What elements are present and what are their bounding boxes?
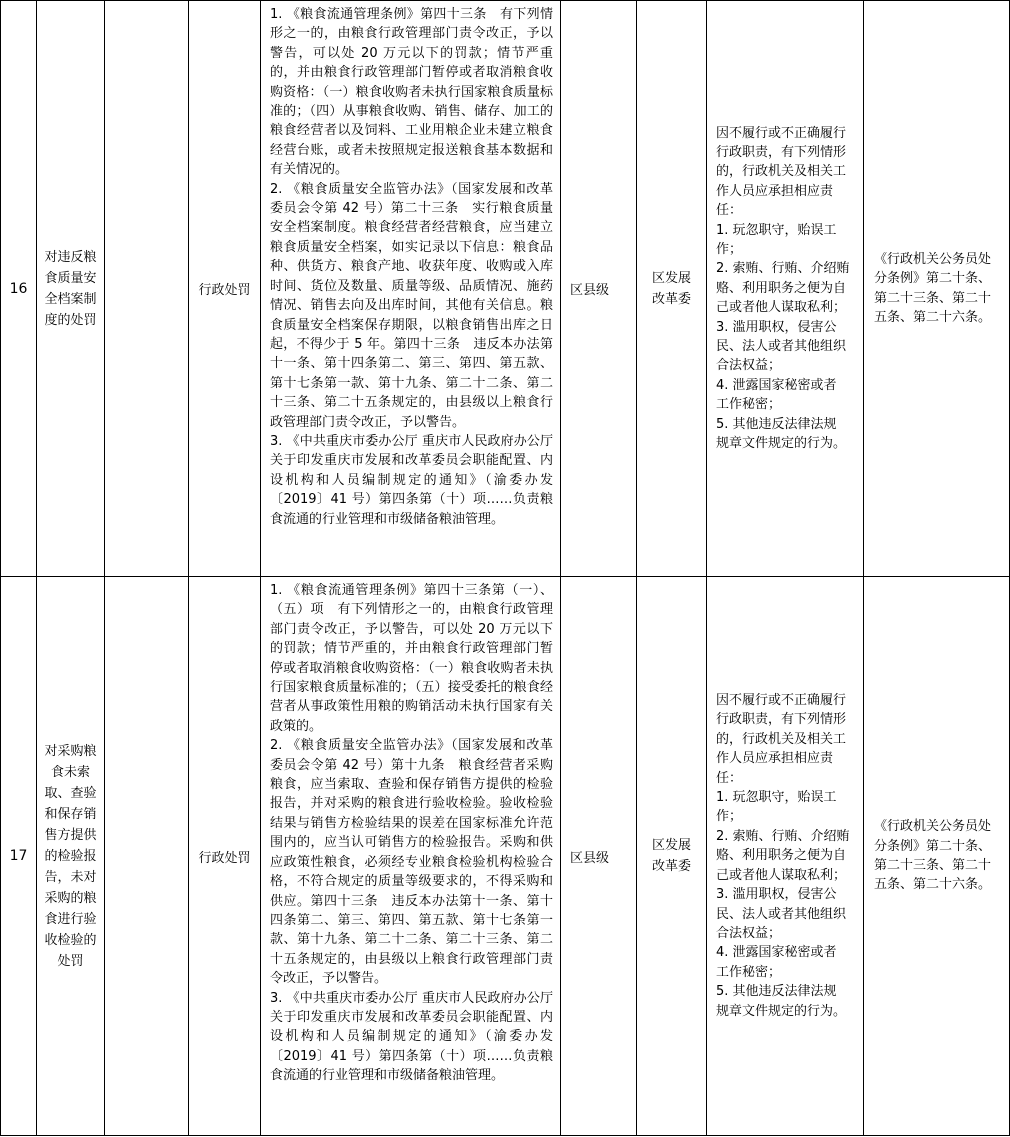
table-row — [1, 1, 1010, 577]
duty-line: 作； — [716, 241, 743, 257]
basis-paragraph: 2. 《粮食质量安全监管办法》（国家发展和改革委员会令第 42 号）第十九条 粮食经营者采购粮食，应当索取、查验和保存销售方提供的检验报告，并对采购的粮食进行验收检验。验收检验结果与销售方检验结果的误差在国家标准允许范围内的，应当认可销售方的检验报告。采购和供应政策性粮食，必须经专业粮食检验机构检验合格，不符合规定的质量等级要求的，不得采购和供应。第四十三条 违反本办法第十一条、第十四条第二、第三、第四、第五款、第十七条第一款、第十九条、第二十二条、第二十三条、第二十五条规定的，由县级以上粮食行政管理部门责令改正，予以警告。 — [270, 738, 553, 987]
duty-line: 作人员应承担相应责 — [716, 183, 834, 199]
duty-line: 民、法人或者其他组织 — [716, 906, 847, 922]
item-name-text: 对采购粮食未索取、查验和保存销售方提供的检验报告，未对采购的粮食进行验收检验的处罚 — [44, 743, 97, 969]
duty-line: 5. 其他违反法律法规 — [716, 984, 837, 1000]
law-line: 分条例》第二十条、 — [874, 838, 992, 854]
duty-line: 民、法人或者其他组织 — [716, 339, 847, 355]
law-line: 第二十三条、第二十 — [874, 858, 992, 873]
duty-line: 的，行政机关及相关工 — [716, 731, 847, 747]
item-type: 行政处罚 — [189, 577, 261, 1136]
duty-line: 行政职责，有下列情形 — [716, 712, 847, 728]
law-line: 第二十三条、第二十 — [874, 290, 992, 306]
table-row — [1, 577, 1010, 1136]
duty-line: 规章文件规定的行为。 — [716, 436, 847, 452]
duty-line: 规章文件规定的行为。 — [716, 1003, 847, 1019]
basis-paragraph: 2. 《粮食质量安全监管办法》（国家发展和改革委员会令第 42 号）第二十三条 实行粮食质量安全档案制度。粮食经营者经营粮食，应当建立粮食质量安全档案，如实记录以下信息：粮食品种、供货方、粮食产地、收获年度、收购或入库时间、货位及数量、质量等级、品质情况、施药情况、销售去向及出库时间，其他有关信息。粮食质量安全档案保存期限，以粮食销售出库之日起，不得少于 5 年。第四十三条 违反本办法第十一条、第十四条第二、第三、第四、第五款、第十七条第一款、第十九条、第二十二条、第二十三条、第二十五条规定的，由县级以上粮食行政管理部门责令改正，予以警告。 — [270, 181, 553, 430]
duty-line: 作； — [716, 809, 743, 825]
duty-line: 4. 泄露国家秘密或者 — [716, 945, 837, 961]
applicable-regulation — [864, 1, 1010, 577]
basis-paragraph: 3. 《中共重庆市委办公厅 重庆市人民政府办公厅关于印发重庆市发展和改革委员会职能配置、内设机构和人员编制规定的通知》（渝委办发〔2019〕41 号）第四条第（十）项……负责粮食流通的行业管理和市级储备粮油管理。 — [270, 433, 553, 527]
law-line: 《行政机关公务员处 — [874, 819, 992, 835]
duty-line: 赂、利用职务之便为自 — [716, 848, 847, 864]
duty-line: 合法权益； — [716, 925, 782, 941]
duty-line: 任： — [716, 770, 743, 786]
law-line: 五条、第二十六条。 — [874, 877, 992, 893]
duty-line: 4. 泄露国家秘密或者 — [716, 377, 837, 393]
jurisdiction-level: 区县级 — [561, 577, 637, 1136]
table-body — [1, 1, 1010, 1136]
empty-cell — [105, 1, 189, 577]
law-line: 五条、第二十六条。 — [874, 309, 992, 325]
basis-paragraph: 3. 《中共重庆市委办公厅 重庆市人民政府办公厅关于印发重庆市发展和改革委员会职能配置、内设机构和人员编制规定的通知》（渝委办发〔2019〕41 号）第四条第（十）项……负责粮食流通的行业管理和市级储备粮油管理。 — [270, 990, 553, 1084]
duty-line: 合法权益； — [716, 358, 782, 374]
liability-clauses — [707, 1, 864, 577]
duty-line: 的，行政机关及相关工 — [716, 164, 847, 180]
responsible-department — [637, 577, 707, 1136]
duty-line: 行政职责，有下列情形 — [716, 144, 847, 160]
row-number: 16 — [1, 1, 37, 577]
duty-line: 己或者他人谋取私利； — [716, 300, 847, 316]
item-type: 行政处罚 — [189, 1, 261, 577]
duty-line: 5. 其他违反法律法规 — [716, 416, 837, 432]
duty-line: 己或者他人谋取私利； — [716, 867, 847, 883]
duty-line: 赂、利用职务之便为自 — [716, 280, 847, 296]
department-text: 区发展改革委 — [651, 838, 691, 874]
department-text: 区发展改革委 — [651, 270, 691, 307]
duty-line: 2. 索贿、行贿、介绍贿 — [716, 261, 850, 277]
basis-paragraph: 1. 《粮食流通管理条例》第四十三条 有下列情形之一的，由粮食行政管理部门责令改正，予以警告，可以处 20 万元以下的罚款；情节严重的，并由粮食行政管理部门暂停或者取消粮食收购资格：（一）粮食收购者未执行国家粮食质量标准的；（四）从事粮食收购、销售、储存、加工的粮食经营者以及饲料、工业用粮企业未建立粮食经营台账，或者未按照规定报送粮食基本数据和有关情况的。 — [270, 7, 553, 178]
item-name-text: 对违反粮食质量安全档案制度的处罚 — [44, 249, 97, 328]
duty-line: 因不履行或不正确履行 — [716, 125, 847, 141]
duty-line: 任： — [716, 203, 743, 219]
duty-line: 工作秘密； — [716, 964, 782, 980]
legal-basis — [261, 1, 561, 577]
responsible-department — [637, 1, 707, 577]
duty-line: 3. 滥用职权，侵害公 — [716, 887, 837, 903]
duty-line: 工作秘密； — [716, 397, 782, 413]
duty-line: 作人员应承担相应责 — [716, 751, 834, 767]
jurisdiction-level: 区县级 — [561, 1, 637, 577]
applicable-regulation — [864, 577, 1010, 1136]
legal-basis — [261, 577, 561, 1136]
duty-line: 3. 滥用职权，侵害公 — [716, 319, 837, 335]
basis-paragraph: 1. 《粮食流通管理条例》第四十三条第（一）、（五）项 有下列情形之一的，由粮食行政管理部门责令改正，予以警告，可以处 20 万元以下的罚款；情节严重的，并由粮食行政管理部门暂停或者取消粮食收购资格：（一）粮食收购者未执行国家粮食质量标准的；（五）接受委托的粮食经营者从事政策性用粮的购销活动未执行国家有关政策的。 — [270, 583, 553, 734]
duty-line: 1. 玩忽职守，贻误工 — [716, 790, 837, 806]
duty-line: 2. 索贿、行贿、介绍贿 — [716, 828, 850, 844]
liability-clauses — [707, 577, 864, 1136]
duty-line: 因不履行或不正确履行 — [716, 693, 847, 709]
empty-cell — [105, 577, 189, 1136]
law-line: 分条例》第二十条、 — [874, 271, 992, 287]
duty-line: 1. 玩忽职守，贻误工 — [716, 222, 837, 238]
item-name — [37, 1, 105, 577]
item-name — [37, 577, 105, 1136]
row-number: 17 — [1, 577, 37, 1136]
law-line: 《行政机关公务员处 — [874, 251, 992, 267]
